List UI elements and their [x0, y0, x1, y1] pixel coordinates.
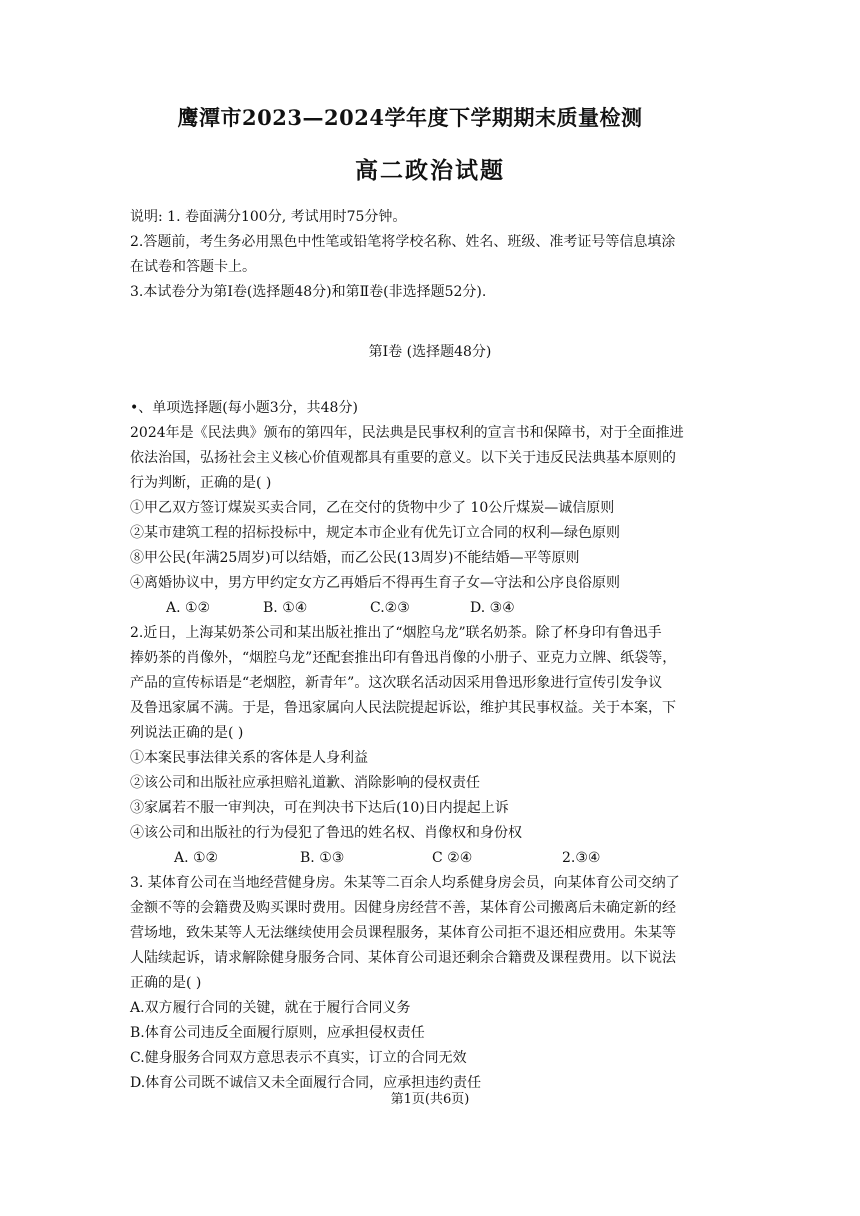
- q1-option-c: C.②③: [370, 600, 410, 616]
- instruction-line: 说明: 1. 卷面满分100分, 考试用时75分钟。: [130, 209, 407, 225]
- exam-title: 鹰潭市2023—2024学年度下学期期末质量检测: [177, 105, 643, 130]
- q2-options: [130, 846, 740, 871]
- q1-item: ①甲乙双方签订煤炭买卖合同，乙在交付的货物中少了 10公斤煤炭—诚信原则: [130, 500, 615, 516]
- section-title: 第Ⅰ卷 (选择题48分): [368, 344, 492, 360]
- q2-option-a: A. ①②: [174, 850, 219, 866]
- q2-stem-line: 捧奶茶的肖像外，“烟腔乌龙”还配套推出印有鲁迅肖像的小册子、亚克力立牌、纸袋等，: [130, 650, 677, 666]
- instruction-line: 在试卷和答题卡上。: [130, 259, 256, 275]
- questions: [130, 396, 740, 1096]
- q3-stem-line: 3. 某体育公司在当地经营健身房。朱某等二百余人均系健身房会员，向某体育公司交纳了: [130, 875, 680, 891]
- q1-item: ⑧甲公民(年满25周岁)可以结婚，而乙公民(13周岁)不能结婚—平等原则: [130, 550, 580, 566]
- section-heading: •、单项选择题(每小题3分，共48分): [130, 400, 358, 416]
- instruction-line: [130, 230, 740, 255]
- q3-stem-line: 人陆续起诉，请求解除健身服务合同、某体育公司退还剩余合籍费及课程费用。以下说法: [130, 950, 676, 966]
- q2-option-b: B. ①③: [300, 850, 345, 866]
- q2-stem-line: 产品的宣传标语是“老烟腔，新青年”。这次联名活动因采用鲁迅形象进行宣传引发争议: [130, 675, 663, 691]
- page-number: 第1页(共6页): [390, 1092, 470, 1107]
- q3-stem-line: 金额不等的会籍费及购买课时费用。因健身房经营不善，某体育公司搬离后未确定新的经: [130, 900, 676, 916]
- q2-item: ③家属若不服一审判决，可在判决书下达后(10)日内提起上诉: [130, 800, 509, 816]
- q1-item: ④离婚协议中，男方甲约定女方乙再婚后不得再生育子女—守法和公序良俗原则: [130, 575, 620, 591]
- q3-option-b: B.体育公司违反全面履行原则，应承担侵权责任: [130, 1025, 425, 1041]
- q2-option-d: 2.③④: [562, 850, 601, 866]
- q3-option-a: A.双方履行合同的关键，就在于履行合同义务: [130, 1000, 411, 1016]
- q3-option-c: C.健身服务合同双方意思表示不真实，订立的合同无效: [130, 1050, 467, 1066]
- q2-item: ①本案民事法律关系的客体是人身利益: [130, 750, 368, 766]
- instruction-line: 3.本试卷分为第Ⅰ卷(选择题48分)和第Ⅱ卷(非选择题52分).: [130, 284, 487, 300]
- q2-option-c: C ②④: [432, 850, 473, 866]
- q3-option-d: D.体育公司既不诚信又未全面履行合同，应承担违约责任: [130, 1075, 482, 1091]
- instructions: [130, 205, 740, 305]
- q2-stem-line: 列说法正确的是( ): [130, 725, 244, 741]
- exam-subtitle: 高二政治试题: [355, 157, 505, 184]
- q2-item: ④该公司和出版社的行为侵犯了鲁迅的姓名权、肖像权和身份权: [130, 825, 522, 841]
- q1-option-b: B. ①④: [263, 600, 308, 616]
- q2-stem-line: 及鲁迅家属不满。于是，鲁迅家属向人民法院提起诉讼，维护其民事权益。关于本案，下: [130, 700, 676, 716]
- q1-options: [130, 596, 740, 621]
- q2-item: ②该公司和出版社应承担赔礼道歉、消除影响的侵权责任: [130, 775, 480, 791]
- q1-stem-line: 依法治国，弘扬社会主义核心价值观都具有重要的意义。以下关于违反民法典基本原则的: [130, 450, 676, 466]
- q2-stem-line: 2.近日，上海某奶茶公司和某出版社推出了“烟腔乌龙”联名奶茶。除了杯身印有鲁迅手: [130, 625, 662, 641]
- q1-stem-line: 2024年是《民法典》颁布的第四年，民法典是民事权利的宣言书和保障书，对于全面推进: [130, 425, 684, 441]
- q3-stem-line: 营场地，致朱某等人无法继续使用会员课程服务，某体育公司拒不退还相应费用。朱某等: [130, 925, 676, 941]
- q3-stem-line: 正确的是( ): [130, 975, 202, 991]
- q1-stem-line: 行为判断，正确的是( ): [130, 475, 272, 491]
- q1-option-d: D. ③④: [470, 600, 515, 616]
- instruction-text: 2.答题前，考生务必用黑色中性笔或铅笔将学校名称、姓名、班级、准考证号等信息填涂: [130, 234, 676, 250]
- q1-option-a: A. ①②: [166, 600, 211, 616]
- q1-item: ②某市建筑工程的招标投标中，规定本市企业有优先订立合同的权利—绿色原则: [130, 525, 620, 541]
